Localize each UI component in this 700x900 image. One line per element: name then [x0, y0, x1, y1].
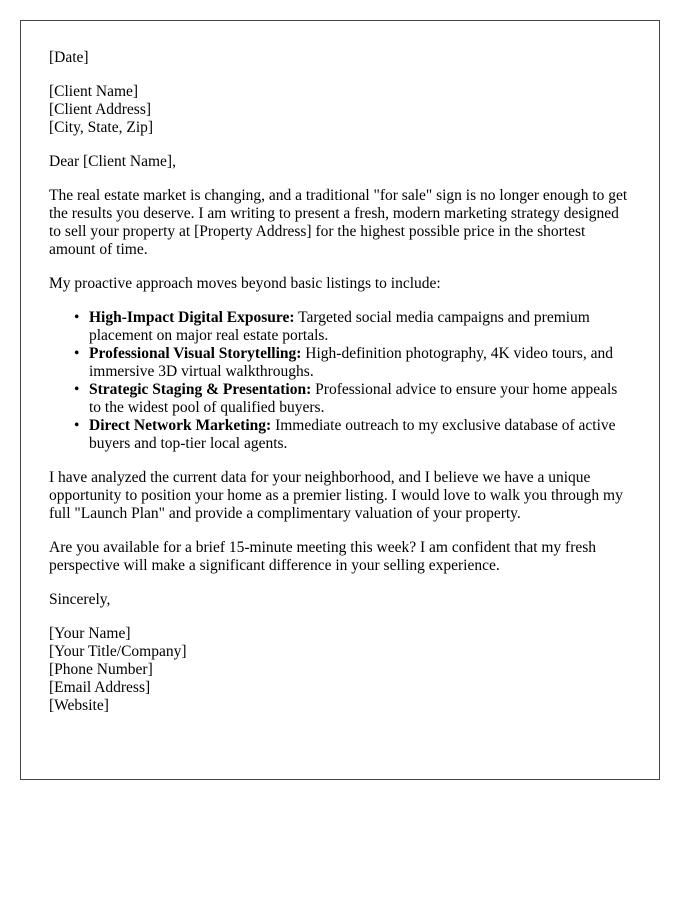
sender-title-company: [Your Title/Company]	[49, 643, 187, 660]
list-item	[74, 417, 631, 453]
sender-name: [Your Name]	[49, 625, 131, 642]
bullet-icon: •	[74, 345, 80, 362]
closing: Sincerely,	[49, 591, 111, 608]
list-item-title: High-Impact Digital Exposure:	[89, 309, 295, 326]
sender-email: [Email Address]	[49, 679, 151, 696]
list-item-text: High-definition photography, 4K video tours, and immersive 3D virtual walkthroughs.	[89, 345, 613, 380]
analysis-paragraph: I have analyzed the current data for your neighborhood, and I believe we have a unique opportunity to position your home as a premier listing. I would love to walk you through my full "Launch Plan" and provide a complimentary valuation of your property.	[49, 469, 623, 522]
bullet-icon: •	[74, 381, 80, 398]
list-item-title: Strategic Staging & Presentation:	[89, 381, 312, 398]
letter-page	[20, 20, 660, 780]
meeting-request-paragraph: Are you available for a brief 15-minute meeting this week? I am confident that my fresh perspective will make a significant difference in your selling experience.	[49, 539, 597, 574]
list-item-title: Direct Network Marketing:	[89, 417, 272, 434]
list-item	[74, 345, 631, 381]
list-item-text: Targeted social media campaigns and premium placement on major real estate portals.	[89, 309, 590, 344]
sender-phone: [Phone Number]	[49, 661, 153, 678]
intro-paragraph: The real estate market is changing, and a traditional "for sale" sign is no longer enough to get the results you deserve. I am writing to present a fresh, modern marketing strategy designed to sell your property at [Property Address] for the highest possible price in the shortest amount of time.	[49, 187, 628, 258]
salutation: Dear [Client Name],	[49, 153, 176, 170]
list-item-title: Professional Visual Storytelling:	[89, 345, 302, 362]
list-item-text: Professional advice to ensure your home appeals to the widest pool of qualified buyers.	[89, 381, 618, 416]
recipient-city-state-zip: [City, State, Zip]	[49, 119, 154, 136]
signature-block	[49, 625, 631, 715]
recipient-name: [Client Name]	[49, 83, 139, 100]
recipient-address-block	[49, 83, 631, 137]
list-item	[74, 309, 631, 345]
date-block	[49, 49, 631, 67]
list-item-text: Immediate outreach to my exclusive database of active buyers and top-tier local agents.	[89, 417, 616, 452]
strategy-list	[49, 309, 631, 453]
letter-date: [Date]	[49, 49, 89, 66]
approach-intro-paragraph: My proactive approach moves beyond basic listings to include:	[49, 275, 441, 292]
bullet-icon: •	[74, 309, 80, 326]
recipient-address: [Client Address]	[49, 101, 152, 118]
list-item	[74, 381, 631, 417]
sender-website: [Website]	[49, 697, 109, 714]
bullet-icon: •	[74, 417, 80, 434]
